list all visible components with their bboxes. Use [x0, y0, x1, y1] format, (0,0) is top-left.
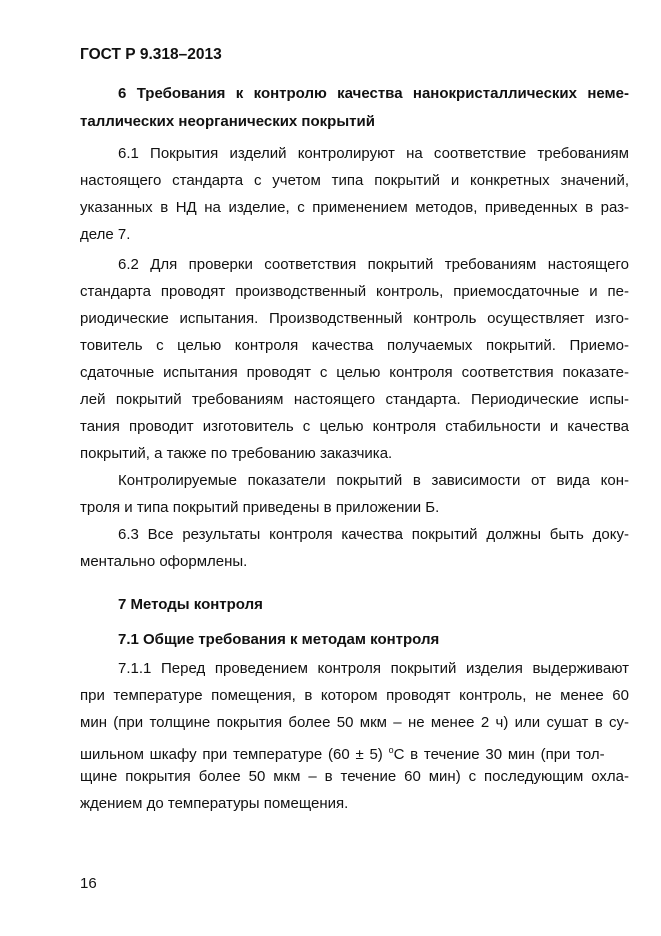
paragraph-6-2-line: тания проводит изготовитель с целью контроля стабильности и качества	[80, 418, 629, 435]
paragraph-6-2-b: Контролируемые показатели покрытий в зависимости от вида кон-	[118, 472, 629, 489]
paragraph-6-3: 6.3 Все результаты контроля качества покрытий должны быть доку-	[118, 526, 629, 543]
text-segment: С в течение 30 мин (при тол-	[393, 746, 605, 763]
paragraph-6-3-line: ментально оформлены.	[80, 553, 248, 570]
paragraph-7-1-1-line: при температуре помещения, в котором проводят контроль, не менее 60	[80, 687, 629, 704]
paragraph-6-2-line: покрытий, а также по требованию заказчика.	[80, 445, 393, 462]
paragraph-7-1-1: 7.1.1 Перед проведением контроля покрытий изделия выдерживают	[118, 660, 629, 677]
paragraph-6-2-line: стандарта проводят производственный контроль, приемосдаточные и пе-	[80, 283, 629, 300]
paragraph-7-1-1-line	[80, 741, 629, 764]
paragraph-6-1-line: настоящего стандарта с учетом типа покрытий и конкретных значений,	[80, 172, 629, 189]
paragraph-7-1-1-line: мин (при толщине покрытия более 50 мкм – не менее 2 ч) или сушат в су-	[80, 714, 629, 731]
text-segment: шильном шкафу при температуре (60 ± 5)	[80, 746, 389, 763]
paragraph-7-1-1-line: щине покрытия более 50 мкм – в течение 60 мин) с последующим охла-	[80, 768, 629, 785]
paragraph-6-1-line: деле 7.	[80, 226, 131, 243]
paragraph-6-2-line: риодические испытания. Производственный контроль осуществляет изго-	[80, 310, 629, 327]
subsection-7-1-heading: 7.1 Общие требования к методам контроля	[118, 631, 440, 648]
paragraph-6-2-line: лей покрытий требованиям настоящего стандарта. Периодические испы-	[80, 391, 629, 408]
section-7-heading: 7 Методы контроля	[118, 596, 263, 613]
paragraph-6-2-line: сдаточные испытания проводят с целью контроля соответствия показате-	[80, 364, 629, 381]
paragraph-6-2-line: товитель с целью контроля качества получаемых покрытий. Приемо-	[80, 337, 629, 354]
paragraph-6-1-line: указанных в НД на изделие, с применением методов, приведенных в раз-	[80, 199, 629, 216]
page-number: 16	[80, 875, 97, 892]
section-6-heading: 6 Требования к контролю качества нанокристаллических неме-	[118, 85, 629, 102]
degree-sign: o	[388, 745, 394, 755]
section-6-heading-cont: таллических неорганических покрытий	[80, 113, 375, 130]
paragraph-6-1: 6.1 Покрытия изделий контролируют на соответствие требованиям	[118, 145, 629, 162]
document-code: ГОСТ Р 9.318–2013	[80, 46, 222, 63]
paragraph-6-2-b-line: троля и типа покрытий приведены в приложении Б.	[80, 499, 440, 516]
paragraph-6-2: 6.2 Для проверки соответствия покрытий требованиям настоящего	[118, 256, 629, 273]
paragraph-7-1-1-line: ждением до температуры помещения.	[80, 795, 349, 812]
